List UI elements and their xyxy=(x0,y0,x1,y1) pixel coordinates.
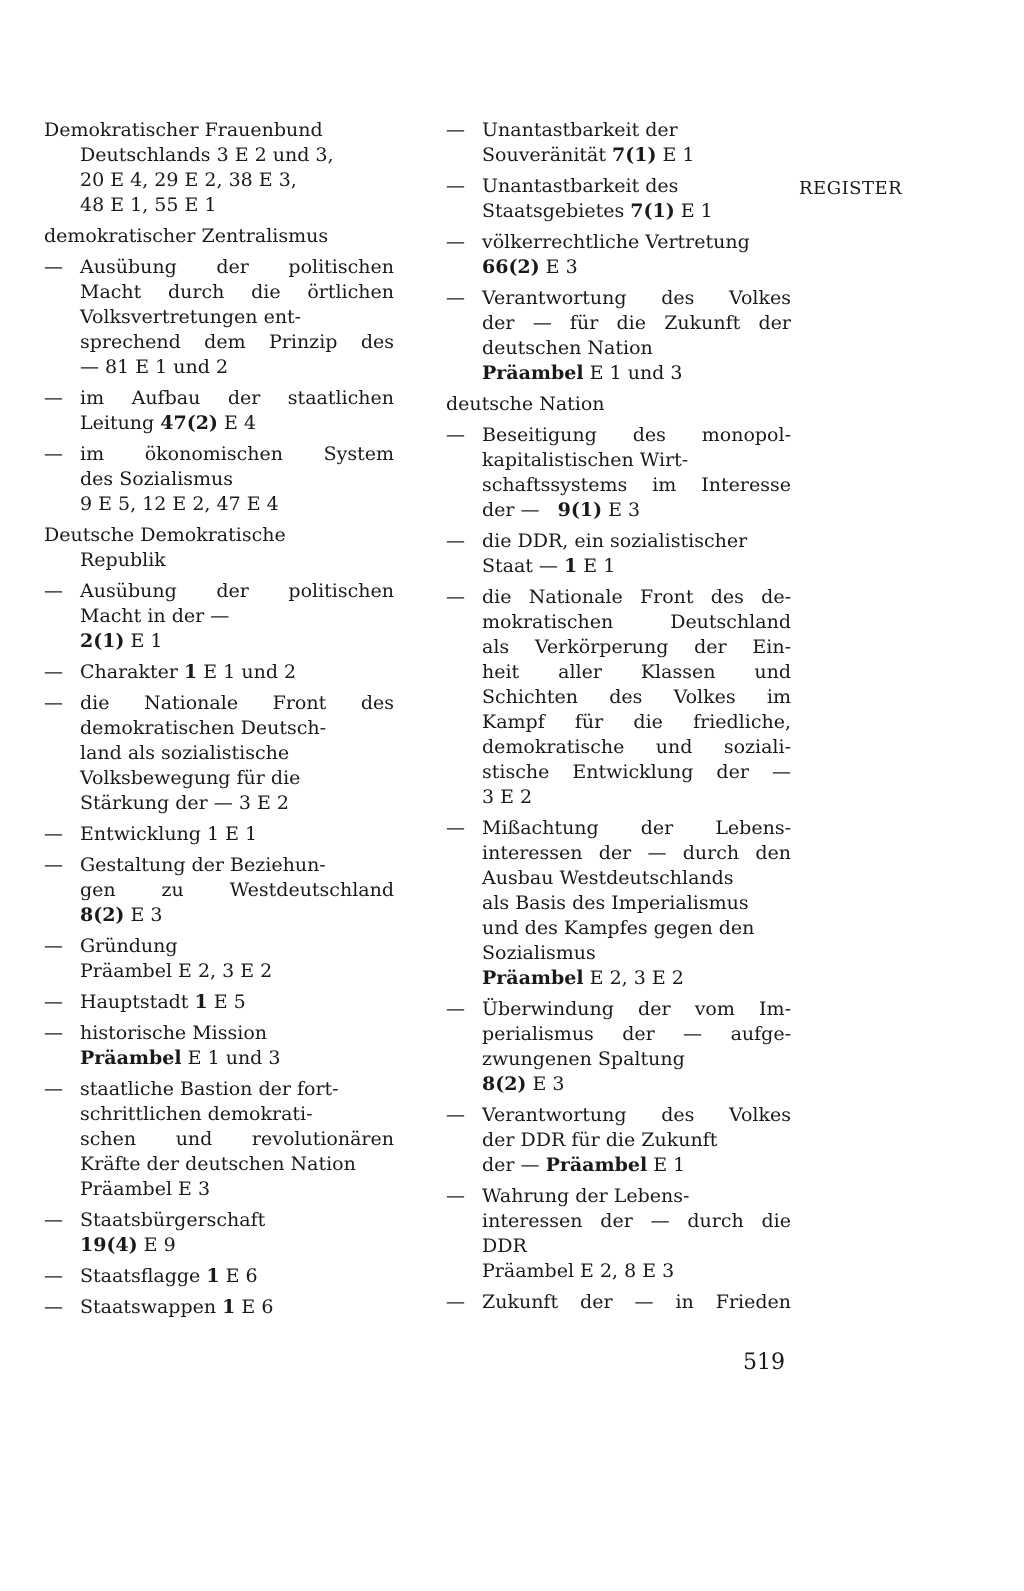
entry-heading: Deutsche Demokratische xyxy=(44,524,286,546)
subentry: — Gründung Präambel E 2, 3 E 2 xyxy=(44,935,273,982)
index-column-left xyxy=(44,118,394,1326)
subentry: — völkerrechtliche Vertretung 66(2) E 3 xyxy=(446,231,750,278)
entry-references: Deutschlands 3 E 2 und 3, 20 E 4, 29 E 2, 38 E 3, 48 E 1, 55 E 1 xyxy=(80,144,334,216)
subentry: — die DDR, ein sozialistischer Staat — 1 E 1 xyxy=(446,530,748,577)
subentry: — Gestaltung der Beziehun- gen zu Westdeutschland 8(2) E 3 xyxy=(44,854,394,926)
subentry: — Beseitigung des monopol- kapitalistischen Wirt- schaftssystems im Interesse der — 9(1) E 3 xyxy=(446,424,791,521)
entry-heading: deutsche Nation xyxy=(446,393,605,415)
index-entry xyxy=(446,392,791,417)
subentry: — die Nationale Front des demokratischen Deutsch- land als sozialistische Volksbewegung für die Stärkung der — 3 E 2 xyxy=(44,692,394,814)
subentry: — Verantwortung des Volkes der — für die Zukunft der deutschen Nation Präambel E 1 und 3 xyxy=(446,287,791,384)
subentry: — im Aufbau der staatlichen Leitung 47(2) E 4 xyxy=(44,387,394,434)
index-entry xyxy=(44,118,394,218)
subentry: — Ausübung der politischen Macht durch die örtlichen Volksvertretungen ent- sprechend dem Prinzip des — 81 E 1 und 2 xyxy=(44,256,394,378)
entry-heading-cont: Republik xyxy=(80,549,166,571)
subentry: — Charakter 1 E 1 und 2 xyxy=(44,661,297,683)
subentry: — Staatsflagge 1 E 6 xyxy=(44,1265,258,1287)
entry-heading: demokratischer Zentralismus xyxy=(44,225,329,247)
subentry: — Staatswappen 1 E 6 xyxy=(44,1296,274,1318)
subentry: — Überwindung der vom Im- perialismus der — aufge- zwungenen Spaltung 8(2) E 3 xyxy=(446,998,791,1095)
subentry: — Staatsbürgerschaft 19(4) E 9 xyxy=(44,1209,266,1256)
subentry: — Verantwortung des Volkes der DDR für die Zukunft der — Präambel E 1 xyxy=(446,1104,791,1176)
section-label: REGISTER xyxy=(799,178,903,199)
subentry: — Entwicklung 1 E 1 xyxy=(44,823,258,845)
index-column-right xyxy=(446,118,791,1321)
subentry: — Hauptstadt 1 E 5 xyxy=(44,991,246,1013)
subentry: — Wahrung der Lebens- interessen der — durch die DDR Präambel E 2, 8 E 3 xyxy=(446,1185,791,1282)
subentry: — historische Mission Präambel E 1 und 3 xyxy=(44,1022,281,1069)
subentry: — die Nationale Front des de- mokratischen Deutschland als Verkörperung der Ein- heit aller Klassen und Schichten des Volkes im Kampf für die friedliche, demokratische und soziali- stische Entwicklung der — 3 E 2 xyxy=(446,586,791,808)
subentry: — Ausübung der politischen Macht in der — 2(1) E 1 xyxy=(44,580,394,652)
index-entry xyxy=(44,224,394,249)
entry-heading: Demokratischer Frauenbund xyxy=(44,119,323,141)
page-number: 519 xyxy=(743,1350,785,1375)
subentry: — im ökonomischen System des Sozialismus 9 E 5, 12 E 2, 47 E 4 xyxy=(44,443,394,515)
subentry: — staatliche Bastion der fort- schrittlichen demokrati- schen und revolutionären Kräfte der deutschen Nation Präambel E 3 xyxy=(44,1078,394,1200)
subentry: — Unantastbarkeit der Souveränität 7(1) E 1 xyxy=(446,119,695,166)
subentry: — Zukunft der — in Frieden xyxy=(446,1291,791,1313)
subentry: — Unantastbarkeit des Staatsgebietes 7(1) E 1 xyxy=(446,175,713,222)
subentry: — Mißachtung der Lebens- interessen der — durch den Ausbau Westdeutschlands als Basis des Imperialismus und des Kampfes gegen den Sozialismus Präambel E 2, 3 E 2 xyxy=(446,817,791,989)
index-entry xyxy=(44,523,394,573)
